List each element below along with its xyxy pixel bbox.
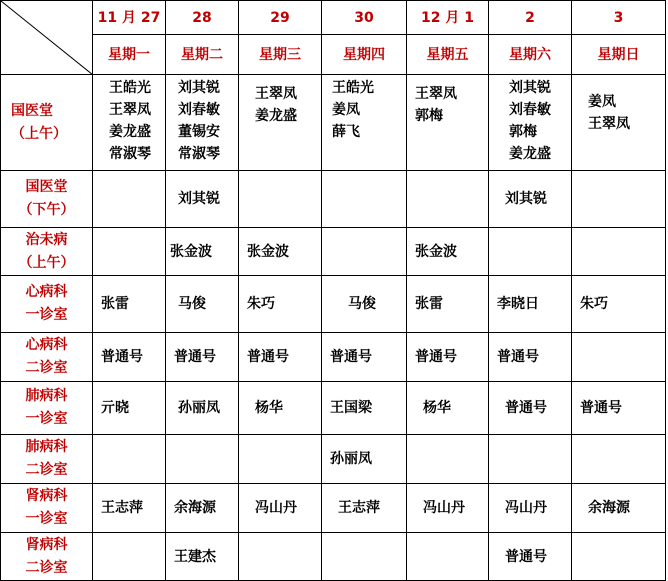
doctor-name: 张雷 (415, 296, 443, 312)
weekday-header: 星期一 (93, 35, 166, 75)
schedule-cell (93, 382, 166, 435)
schedule-cell (166, 75, 239, 171)
doctor-name: 马俊 (348, 296, 376, 312)
date-header: 30 (322, 1, 407, 35)
schedule-row (1, 276, 666, 333)
date-header: 12 月 1 (407, 1, 489, 35)
schedule-cell (489, 333, 572, 382)
date-header: 2 (489, 1, 572, 35)
schedule-cell (489, 75, 572, 171)
schedule-cell (572, 75, 666, 171)
schedule-cell (322, 75, 407, 171)
schedule-cell (489, 435, 572, 484)
doctor-name: 余海源 (174, 500, 216, 516)
doctor-name: 王志萍 (101, 500, 143, 516)
doctor-name: 马俊 (178, 296, 206, 312)
schedule-cell (572, 533, 666, 581)
row-label-line: 肺病科 (25, 439, 68, 455)
doctor-name: 常淑琴 (178, 146, 220, 162)
schedule-cell (572, 435, 666, 484)
doctor-name: 王翠凤 (415, 86, 457, 102)
schedule-cell (489, 228, 572, 276)
schedule-cell (93, 75, 166, 171)
doctor-name: 姜龙盛 (255, 108, 297, 124)
doctor-name: 王翠凤 (588, 116, 630, 132)
schedule-cell (322, 484, 407, 533)
doctor-name: 孙丽凤 (178, 400, 220, 416)
row-label-line: 国医堂 (25, 179, 68, 195)
doctor-name: 王皓光 (332, 80, 374, 96)
doctor-name: 姜龙盛 (509, 146, 551, 162)
schedule-cell (572, 484, 666, 533)
weekday-header: 星期二 (166, 35, 239, 75)
schedule-cell (572, 382, 666, 435)
row-label-line: 肾病科 (25, 536, 68, 553)
doctor-name: 张金波 (170, 243, 212, 260)
schedule-row (1, 435, 666, 484)
row-label-line: （上午） (18, 254, 75, 271)
schedule-row (1, 75, 666, 171)
doctor-name: 常淑琴 (109, 146, 151, 162)
schedule-cell (93, 435, 166, 484)
schedule-cell (489, 171, 572, 228)
doctor-name: 普通号 (415, 349, 457, 365)
row-label-line: 肾病科 (25, 488, 68, 504)
schedule-cell (166, 484, 239, 533)
schedule-cell (239, 171, 322, 228)
doctor-name: 普通号 (247, 349, 289, 365)
schedule-cell (239, 75, 322, 171)
row-label (1, 228, 93, 276)
schedule-cell (166, 333, 239, 382)
schedule-cell (407, 276, 489, 333)
schedule-cell (239, 276, 322, 333)
row-label-line: （上午） (11, 125, 67, 142)
doctor-name: 普通号 (505, 548, 547, 565)
schedule-cell (93, 171, 166, 228)
schedule-cell (166, 435, 239, 484)
schedule-cell (93, 533, 166, 581)
doctor-name: 刘其锐 (178, 191, 220, 207)
doctor-name: 冯山丹 (423, 500, 465, 516)
doctor-name: 刘其锐 (505, 191, 547, 207)
schedule-cell (572, 171, 666, 228)
doctor-name: 杨华 (423, 400, 451, 416)
schedule-cell (166, 533, 239, 581)
doctor-name: 普通号 (330, 349, 372, 365)
schedule-cell (322, 333, 407, 382)
doctor-name: 冯山丹 (255, 500, 297, 516)
doctor-name: 刘其锐 (178, 80, 220, 96)
schedule-row (1, 484, 666, 533)
doctor-name: 亓晓 (101, 400, 129, 416)
doctor-name: 普通号 (497, 349, 539, 365)
schedule-cell (407, 333, 489, 382)
schedule-cell (93, 333, 166, 382)
schedule-row (1, 228, 666, 276)
schedule-row (1, 171, 666, 228)
row-label-line: 心病科 (25, 284, 68, 300)
row-label-line: 肺病科 (25, 388, 68, 404)
schedule-cell (407, 171, 489, 228)
doctor-name: 冯山丹 (505, 500, 547, 516)
row-label-line: 治未病 (25, 231, 68, 248)
row-label-line: 心病科 (25, 337, 68, 353)
schedule-cell (322, 171, 407, 228)
date-header: 29 (239, 1, 322, 35)
schedule-cell (239, 228, 322, 276)
weekday-header: 星期三 (239, 35, 322, 75)
weekday-header: 星期四 (322, 35, 407, 75)
row-label (1, 435, 93, 484)
row-label-line: 二诊室 (25, 559, 68, 576)
row-label-line: 一诊室 (25, 411, 68, 427)
schedule-cell (407, 533, 489, 581)
row-label (1, 484, 93, 533)
doctor-name: 朱巧 (580, 296, 608, 312)
row-label-line: 国医堂 (11, 102, 53, 119)
weekday-header: 星期五 (407, 35, 489, 75)
schedule-row (1, 382, 666, 435)
doctor-name: 普通号 (174, 349, 216, 365)
schedule-cell (489, 382, 572, 435)
weekday-row (1, 35, 666, 75)
schedule-cell (572, 276, 666, 333)
doctor-name: 董锡安 (178, 124, 220, 140)
schedule-cell (407, 435, 489, 484)
row-label-line: 二诊室 (25, 360, 68, 376)
doctor-name: 李晓日 (497, 296, 539, 312)
row-label (1, 382, 93, 435)
schedule-cell (239, 333, 322, 382)
row-label (1, 75, 93, 171)
row-label-line: 二诊室 (25, 462, 68, 478)
schedule-cell (322, 228, 407, 276)
schedule-cell (239, 382, 322, 435)
doctor-name: 王皓光 (109, 80, 151, 96)
doctor-name: 普通号 (505, 400, 547, 416)
schedule-cell (239, 435, 322, 484)
schedule-cell (166, 382, 239, 435)
schedule-cell (239, 533, 322, 581)
schedule-cell (93, 276, 166, 333)
corner-diagonal (1, 1, 93, 75)
doctor-name: 姜龙盛 (109, 124, 151, 140)
schedule-cell (93, 484, 166, 533)
schedule-cell (322, 276, 407, 333)
doctor-name: 普通号 (101, 349, 143, 365)
schedule-cell (407, 228, 489, 276)
row-label-line: 一诊室 (25, 511, 68, 527)
row-label-line: （下午） (18, 202, 75, 218)
row-label (1, 276, 93, 333)
date-header: 3 (572, 1, 666, 35)
schedule-body (1, 75, 666, 581)
weekday-header: 星期日 (572, 35, 666, 75)
doctor-name: 王国梁 (330, 400, 372, 416)
doctor-name: 张金波 (247, 243, 289, 260)
date-row (1, 1, 666, 35)
doctor-name: 郭梅 (509, 124, 537, 140)
weekday-header: 星期六 (489, 35, 572, 75)
doctor-name: 姜凤 (332, 102, 360, 118)
doctor-name: 张金波 (415, 243, 457, 260)
doctor-name: 薛飞 (332, 124, 360, 140)
doctor-name: 姜凤 (588, 94, 616, 110)
doctor-name: 普通号 (580, 400, 622, 416)
schedule-cell (407, 484, 489, 533)
schedule-cell (166, 276, 239, 333)
schedule-row (1, 333, 666, 382)
schedule-cell (93, 228, 166, 276)
doctor-name: 孙丽凤 (330, 451, 372, 467)
doctor-name: 王翠凤 (255, 86, 297, 102)
doctor-name: 刘春敏 (509, 102, 551, 118)
doctor-name: 王志萍 (338, 500, 380, 516)
doctor-name: 朱巧 (247, 296, 275, 312)
corner-cell (1, 1, 93, 75)
schedule-cell (407, 75, 489, 171)
date-header: 11 月 27 (93, 1, 166, 35)
schedule-cell (322, 382, 407, 435)
schedule-cell (239, 484, 322, 533)
schedule-cell (489, 276, 572, 333)
schedule-cell (572, 228, 666, 276)
doctor-name: 余海源 (588, 500, 630, 516)
doctor-name: 王翠凤 (109, 102, 151, 118)
schedule-cell (322, 533, 407, 581)
doctor-name: 王建杰 (174, 548, 216, 565)
date-header: 28 (166, 1, 239, 35)
doctor-name: 张雷 (101, 296, 129, 312)
doctor-name: 刘其锐 (509, 80, 551, 96)
doctor-name: 郭梅 (415, 108, 443, 124)
row-label (1, 333, 93, 382)
schedule-cell (572, 333, 666, 382)
schedule-cell (407, 382, 489, 435)
schedule-cell (489, 484, 572, 533)
schedule-row (1, 533, 666, 581)
row-label (1, 171, 93, 228)
schedule-cell (166, 228, 239, 276)
doctor-name: 刘春敏 (178, 102, 220, 118)
schedule-cell (489, 533, 572, 581)
row-label (1, 533, 93, 581)
schedule-cell (166, 171, 239, 228)
schedule-cell (322, 435, 407, 484)
doctor-name: 杨华 (255, 400, 283, 416)
row-label-line: 一诊室 (25, 307, 68, 323)
